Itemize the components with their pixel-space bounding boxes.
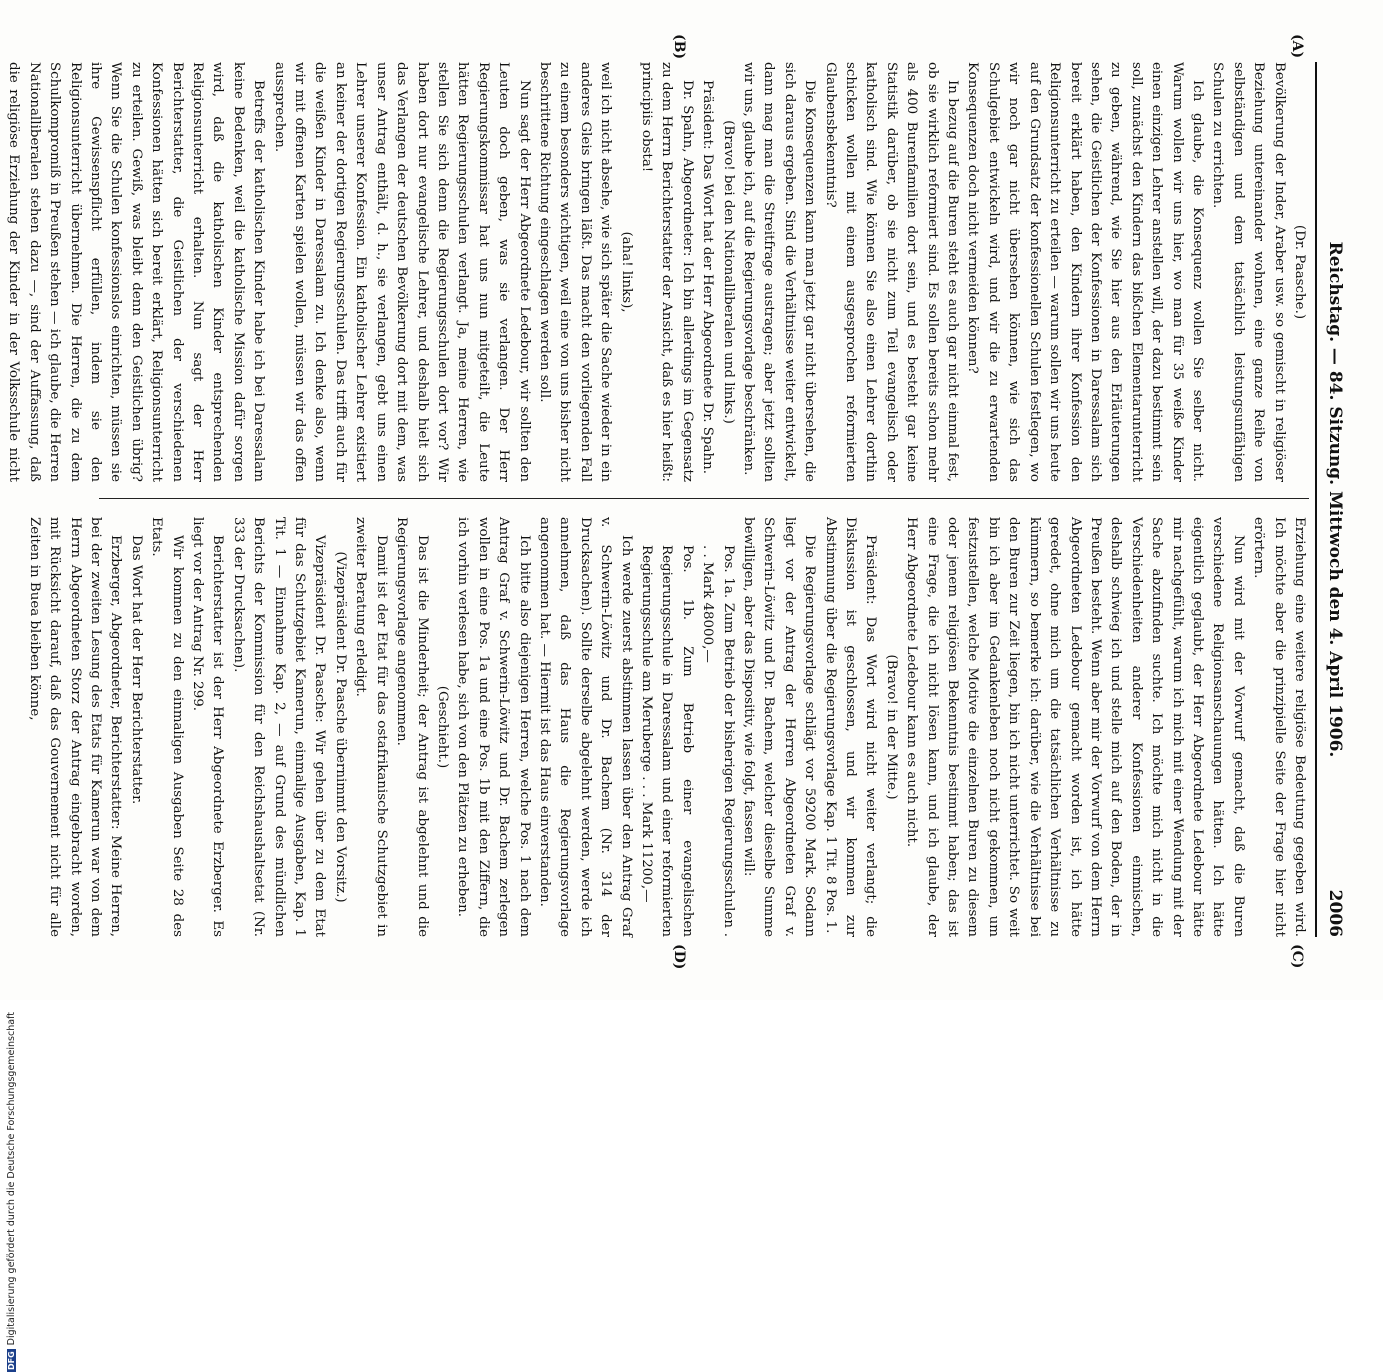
paragraph: Damit ist der Etat für das ostafrikanische Schutzgebiet in zweiter Beratung erledigt. bbox=[353, 517, 389, 937]
interjection: (aha! links), bbox=[618, 231, 634, 313]
paragraph: Nun wird mit der Vorwurf gemacht, daß die Buren verschiedene Religionsanschauungen hätten. Ich hätte eigentlich geglaubt, der Herr Abgeordnete Ledebour hätte mir nachgefühlt, warum ich mich mit einer Wendung mit der Sache abzufinden suchte. Ich möchte mich nicht in die Verschiedenheiten anderer Konfessionen einmischen, deshalb schwieg ich und stelle mich auf den Boden, der in Preußen besteht. Wenn aber mir der Vorwurf von dem Herrn Abgeordneten Ledebour gemacht worden ist, ich hätte geredet, ohne mich um die tatsächlichen Verhältnisse zu kümmern, so bemerke ich: darüber, wie die Verhältnisse bei den Buren zur Zeit liegen, bin ich nicht unterrichtet. So weit bin ich aber im Gedankenleben noch nicht gekommen, um festzustellen, welche Motive die einzelnen Buren zu diesem oder jenem religiösen Bekenntnis bestimmt haben; das ist eine Frage, die ich nicht lösen kann, und ich glaube, der Herr Abgeordnete Ledebour kann es auch nicht. bbox=[904, 517, 1246, 937]
paragraph: Ich glaube, die Konsequenz wollen Sie selber nicht. Warum wollen wir uns hier, wo man für 35 weiße Kinder einen einzigen Lehrer anstellen will, der dazu bestimmt sein soll, zunächst den Kindern das bißchen Elementarunterricht zu geben, während, wie Sie hier aus den Erläuterungen sehen, die Geistlichen der Konfessionen in Daressalam sich bereit erklärt haben, den Kindern ihrer Konfession den Religionsunterricht zu erteilen — warum sollen wir uns heute auf den Grundsatz der konfessionellen Schulen festlegen, wo wir noch gar nicht übersehen können, wie sich das Schulgebiet entwickeln wird, und wir die zu erwartenden Konsequenzen doch nicht vermeiden können? bbox=[965, 62, 1205, 482]
president-statement: Präsident: Das Wort hat der Herr Abgeordnete Dr. Spahn. bbox=[700, 80, 716, 474]
paragraph: weil ich nicht absehe, wie sich später die Sache wieder in ein anderes Gleis bringen läßt. Das macht den vorliegenden Fall zu einem besonders wichtigen, weil eine von uns bisher nicht beschrittene Richtung eingeschlagen werden soll. bbox=[536, 62, 614, 482]
paragraph: Berichterstatter ist der Herr Abgeordnete Erzberger. Es liegt vor der Antrag Nr. 299. bbox=[190, 517, 226, 937]
paragraph: In bezug auf die Buren steht es auch gar nicht einmal fest, ob sie wirklich reformiert sind. Es sollen bereits schon mehr als 400 Burenfamilien dort sein, und es besteht gar keine Statistik darüber, ob sie nicht zum Teil evangelisch oder katholisch sind. Wie können Sie also einen Lehrer dorthin schicken wollen mit einem ausgesprochen reformierten Glaubensbekenntnis? bbox=[822, 62, 961, 482]
margin-mark-c: (C) bbox=[1289, 944, 1305, 969]
paragraph: Die Konsequenzen kann man jetzt gar nicht übersehen, die sich daraus ergeben. Sind die Verhältnisse weiter entwickelt, dann mag man die Streitfrage austragen; aber jetzt sollten wir uns, glaube ich, auf die Regierungsvorlage beschränken. bbox=[741, 62, 818, 482]
interjection: (Geschieht.) bbox=[434, 685, 450, 769]
speech-opening: Erzberger, Abgeordneter, Berichterstatter: Meine Herren, bei der zweiten Lesung des Etats für Kamerun war von dem Herrn Abgeordneten Storz der Antrag eingebracht worden, mit Rücksicht darauf, daß das Gouvernement nicht für alle Zeiten in Buea bleiben könne, bbox=[26, 517, 124, 937]
right-column bbox=[26, 517, 1309, 937]
paragraph: Die Regierungsvorlage schlägt vor 59200 Mark. Sodann liegt vor der Antrag der Herren Abgeordneten Graf v. Schwerin-Löwitz und Dr. Bachem, welcher dieselbe Summe bewilligen, aber das Dispositiv, wie folgt, fassen will: bbox=[741, 517, 818, 937]
margin-mark-a: (A) bbox=[1289, 34, 1305, 59]
interjection: (Bravo! bei den Nationalliberalen und links.) bbox=[720, 120, 736, 424]
president-statement: Präsident: Das Wort wird nicht weiter verlangt; die Diskussion ist geschlossen, und wir kommen zur Abstimmung über die Regierungsvorlage Kap. 1 Tit. 8 Pos. 1. bbox=[822, 517, 879, 937]
margin-mark-b: (B) bbox=[671, 34, 687, 60]
speaker-heading: (Dr. Paasche.) bbox=[1292, 224, 1307, 320]
position-item: Pos. 1b. Zum Betrieb einer evangelischen Regierungsschule in Daressalam und einer reformierten Regierungsschule am Meruberge . . . Mark 11200,— bbox=[639, 545, 695, 937]
interjection: (Bravo! in der Mitte.) bbox=[883, 654, 899, 800]
position-item: Pos. 1a. Zum Betrieb der bisherigen Regierungsschulen . . . Mark 48000,— bbox=[700, 545, 736, 937]
interjection: (Vizepräsident Dr. Paasche übernimmt den Vorsitz.) bbox=[332, 551, 348, 903]
paragraph: Das Wort hat der Herr Berichterstatter. bbox=[128, 535, 144, 805]
paragraph: Ich werde zuerst abstimmen lassen über den Antrag Graf v. Schwerin-Löwitz und Dr. Bachem (Nr. 314 der Drucksachen). Sollte derselbe abgelehnt werden, werde ich annehmen, daß das Haus die Regierungsvorlage angenommen hat. — Hiermit ist das Haus einverstanden. bbox=[536, 517, 634, 937]
dfg-logo-icon: DFG bbox=[7, 1351, 16, 1370]
running-header bbox=[1319, 62, 1345, 937]
running-title: Reichstag. — 84. Sitzung. Mittwoch den 4. April 1906. bbox=[1325, 241, 1345, 758]
paragraph: Betreffs der katholischen Kinder habe ich bei Daressalam keine Bedenken, weil die katholische Mission dafür sorgen wird, daß die katholischen Kinder entsprechenden Religionsunterricht erhalten. Nun sagt der Herr Berichterstatter, die Geistlichen der verschiedenen Konfessionen hätten sich bereit erklärt, Religionsunterricht zu erteilen. Gewiß, was bleibt denn den Geistlichen übrig? Wenn Sie die Schulen konfessionslos einrichten, müssen sie ihre Gewissenspflicht erfüllen, indem sie den Religionsunterricht übernehmen. Die Herren, die zu dem Schulkompromiß in Preußen stehen — ich glaube, die Herren Nationalliberalen stehen dazu —, sind der Auffassung, daß die religiöse Erziehung der Kinder in der Volksschule nicht bbox=[6, 62, 267, 482]
credit-text: Digitalisierung gefördert durch die Deutsche Forschungsgemeinschaft bbox=[6, 1012, 17, 1346]
paragraph: Bevölkerung der Inder, Araber usw. so gemischt in religiöser Beziehung untereinander wohnen, eine ganze Reihe von selbständigen und dem tatsächlich leistungsunfähigen Schulen zu errichten. bbox=[1210, 62, 1287, 482]
page-number: 2006 bbox=[1325, 889, 1345, 937]
paragraph: Wir kommen zu den einmaligen Ausgaben Seite 28 des Etats. bbox=[149, 517, 185, 937]
paragraph: Ich bitte also diejenigen Herren, welche Pos. 1 nach dem Antrag Graf v. Schwerin-Löwitz und Dr. Bachem zerlegen wollen in eine Pos. 1a und eine Pos. 1b mit den Ziffern, die ich vorhin verlesen habe, sich von den Plätzen zu erheben. bbox=[455, 517, 532, 937]
paragraph: Erziehung eine weitere religiöse Bedeutung gegeben wird. Ich möchte aber die prinzipielle Seite der Frage hier nicht erörtern. bbox=[1251, 517, 1307, 937]
paragraph: Nun sagt der Herr Abgeordnete Ledebour, wir sollten den Leuten doch geben, was sie verlangen. Der Herr Regierungskommissar hat uns nun mitgeteilt, die Leute hätten Regierungsschulen verlangt. Ja, meine Herren, wie stellen Sie sich denn die Regierungsschulen dort vor? Wir haben dort nur evangelische Lehrer, und deshalb hielt sich das Verlangen der deutschen Bevölkerung dort mit dem, was unser Antrag enthält, d. h., sie verlangen, gebt uns einen Lehrer unserer Konfession. Ein katholischer Lehrer existiert an keiner der dortigen Regierungsschulen. Das trifft auch für die weißen Kinder in Daressalam zu. Ich denke also, wenn wir mit offenen Karten spielen wollen, müssen wir das offen aussprechen. bbox=[271, 62, 532, 482]
vice-president-statement: Vizepräsident Dr. Paasche: Wir gehen über zu dem Etat für das Schutzgebiet Kamerun, einmalige Ausgaben, Kap. 1 Tit. 1 — Einnahme Kap. 2, — auf Grund des mündlichen Berichts der Kommission für den Reichshaushaltsetat (Nr. 333 der Drucksachen). bbox=[230, 517, 328, 937]
digitization-credit bbox=[6, 812, 20, 1372]
left-column bbox=[6, 62, 1309, 482]
header-rule bbox=[1315, 62, 1317, 937]
margin-mark-d: (D) bbox=[671, 944, 687, 970]
paragraph: Das ist die Minderheit; der Antrag ist abgelehnt und die Regierungsvorlage angenommen. bbox=[394, 517, 430, 937]
speech-opening: Dr. Spahn, Abgeordneter: Ich bin allerdings im Gegensatz zu dem Herrn Berichterstatter der Ansicht, daß es hier heißt: principiis obsta! bbox=[639, 62, 695, 482]
column-divider bbox=[99, 498, 1309, 499]
